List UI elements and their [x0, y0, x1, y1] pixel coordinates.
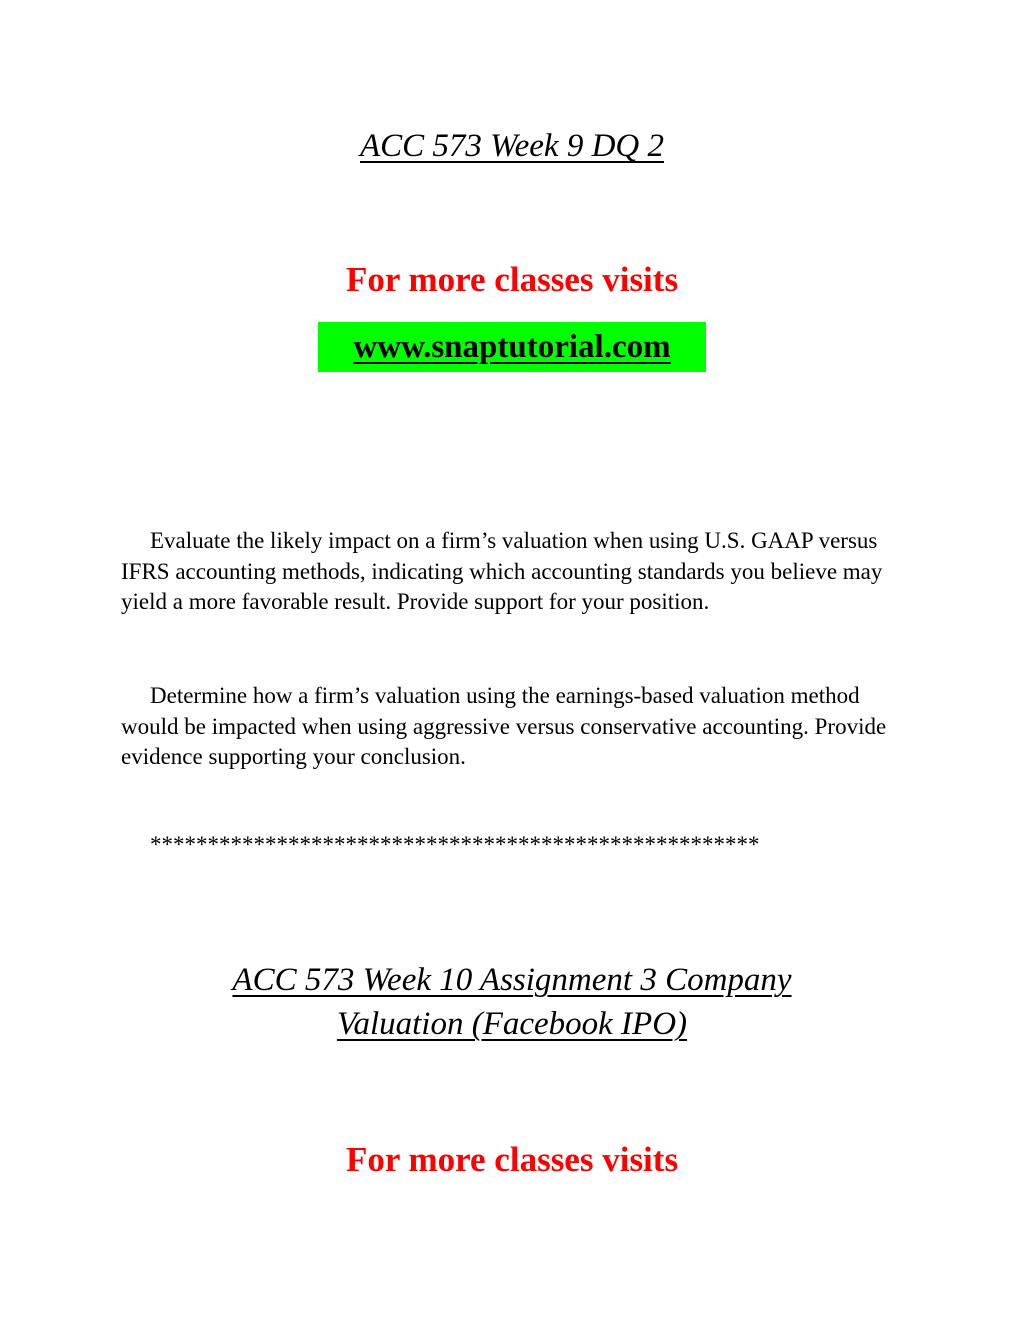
section1-title-text: ACC 573 Week 9 DQ 2 [360, 128, 664, 164]
link-highlight [318, 322, 706, 372]
section1-title [0, 124, 1024, 168]
paragraph-1 [121, 526, 911, 618]
section2-title-line1 [0, 958, 1024, 1002]
paragraph-1-text: Evaluate the likely impact on a firm’s valuation when using U.S. GAAP versus IFRS accounting methods, indicating which accounting standards you believe may yield a more favorable result. Provide support for your position. [121, 528, 883, 614]
section2-title-line2-text: Valuation (Facebook IPO) [336, 1006, 688, 1042]
paragraph-2 [121, 681, 911, 773]
section2-title-line1-text: ACC 573 Week 10 Assignment 3 Company [232, 962, 792, 998]
section1-promo: For more classes visits [345, 260, 679, 299]
section2-title-line2 [0, 1002, 1024, 1046]
section2-promo: For more classes visits [345, 1140, 679, 1179]
snaptutorial-link[interactable]: www.snaptutorial.com [353, 329, 671, 365]
separator-stars: ***************************************************** [150, 832, 760, 857]
paragraph-2-text: Determine how a firm’s valuation using the earnings-based valuation method would be impacted when using aggressive versus conservative accounting. Provide evidence supporting your conclusion. [121, 683, 887, 769]
